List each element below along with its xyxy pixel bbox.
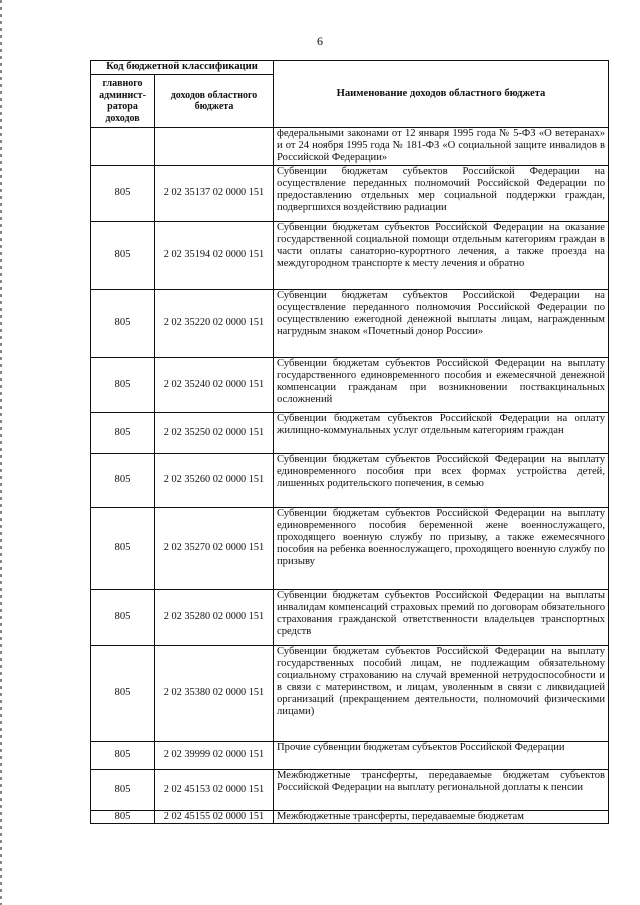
- table-row: [91, 128, 609, 166]
- income-code-cell: 2 02 45153 02 0000 151: [155, 770, 274, 811]
- income-name-cell: федеральными законами от 12 января 1995 года № 5-ФЗ «О ветеранах» и от 24 ноября 1995 года № 181-ФЗ «О социальной защите инвалидов в Российской Федерации»: [274, 128, 609, 166]
- table-row: [91, 358, 609, 413]
- header-income-code: доходов областного бюджета: [155, 75, 274, 128]
- income-name-cell: Субвенции бюджетам субъектов Российской Федерации на выплату государственного единовременного пособия и ежемесячной денежной компенсации гражданам при возникновении поствакцинальных осложнений: [274, 358, 609, 413]
- admin-code-cell: 805: [91, 646, 155, 742]
- admin-code-cell: 805: [91, 770, 155, 811]
- income-name-cell: Субвенции бюджетам субъектов Российской Федерации на выплату единовременного пособия беременной жене военнослужащего, проходящего военную службу по призыву, а также ежемесячного пособия на ребенка военнослужащего, проходящего военную службу по призыву: [274, 508, 609, 590]
- income-code-cell: 2 02 35137 02 0000 151: [155, 166, 274, 222]
- table-row: [91, 454, 609, 508]
- income-name-cell: Субвенции бюджетам субъектов Российской Федерации на осуществление переданных полномочий Российской Федерации по предоставлению отдельных мер социальной поддержки граждан, подвергшихся воздействию радиации: [274, 166, 609, 222]
- income-code-cell: 2 02 35250 02 0000 151: [155, 413, 274, 454]
- table-row: [91, 742, 609, 770]
- income-code-cell: 2 02 35280 02 0000 151: [155, 590, 274, 646]
- income-name-cell: Субвенции бюджетам субъектов Российской Федерации на выплату государственных пособий лицам, не подлежащим обязательному социальному страхованию на случай временной нетрудоспособности и в связи с материнством, и лицам, уволенным в связи с ликвидацией организаций (прекращением деятельности, полномочий физическими лицами): [274, 646, 609, 742]
- admin-code-cell: 805: [91, 358, 155, 413]
- income-name-cell: Межбюджетные трансферты, передаваемые бюджетам: [274, 811, 609, 824]
- table-row: [91, 646, 609, 742]
- income-code-cell: [155, 128, 274, 166]
- income-code-cell: 2 02 35220 02 0000 151: [155, 290, 274, 358]
- admin-code-cell: 805: [91, 413, 155, 454]
- income-code-cell: 2 02 35380 02 0000 151: [155, 646, 274, 742]
- income-code-cell: 2 02 35194 02 0000 151: [155, 222, 274, 290]
- income-code-cell: 2 02 45155 02 0000 151: [155, 811, 274, 824]
- income-name-cell: Субвенции бюджетам субъектов Российской Федерации на осуществление переданного полномочия Российской Федерации по осуществлению ежегодной денежной выплаты лицам, награжденным нагрудным знаком «Почетный донор России»: [274, 290, 609, 358]
- header-classification-code: Код бюджетной классификации: [91, 61, 274, 75]
- income-code-cell: 2 02 35260 02 0000 151: [155, 454, 274, 508]
- admin-code-cell: 805: [91, 454, 155, 508]
- income-name-cell: Субвенции бюджетам субъектов Российской Федерации на выплаты инвалидам компенсаций страховых премий по договорам обязательного страхования гражданской ответственности владельцев транспортных средств: [274, 590, 609, 646]
- table-row: [91, 290, 609, 358]
- income-code-cell: 2 02 39999 02 0000 151: [155, 742, 274, 770]
- budget-classification-table: [90, 60, 609, 824]
- table-header: [91, 61, 609, 128]
- income-code-cell: 2 02 35240 02 0000 151: [155, 358, 274, 413]
- income-code-cell: 2 02 35270 02 0000 151: [155, 508, 274, 590]
- income-name-cell: Межбюджетные трансферты, передаваемые бюджетам субъектов Российской Федерации на выплату региональной доплаты к пенсии: [274, 770, 609, 811]
- income-name-cell: Субвенции бюджетам субъектов Российской Федерации на оказание государственной социальной помощи отдельным категориям граждан в части оплаты санаторно-курортного лечения, а также проезда на междугородном транспорте к месту лечения и обратно: [274, 222, 609, 290]
- table-row: [91, 222, 609, 290]
- table-row: [91, 770, 609, 811]
- admin-code-cell: 805: [91, 811, 155, 824]
- income-name-cell: Субвенции бюджетам субъектов Российской Федерации на выплату единовременного пособия при всех формах устройства детей, лишенных родительского попечения, в семью: [274, 454, 609, 508]
- page-number: 6: [317, 34, 323, 48]
- income-name-cell: Субвенции бюджетам субъектов Российской Федерации на оплату жилищно-коммунальных услуг отдельным категориям граждан: [274, 413, 609, 454]
- admin-code-cell: 805: [91, 590, 155, 646]
- table-row: [91, 811, 609, 824]
- admin-code-cell: 805: [91, 166, 155, 222]
- table-body: [91, 128, 609, 824]
- table-row: [91, 590, 609, 646]
- admin-code-cell: 805: [91, 742, 155, 770]
- admin-code-cell: 805: [91, 508, 155, 590]
- admin-code-cell: 805: [91, 222, 155, 290]
- admin-code-cell: 805: [91, 290, 155, 358]
- header-income-name: Наименование доходов областного бюджета: [274, 61, 609, 128]
- table-row: [91, 413, 609, 454]
- header-admin: главного админист-ратора доходов: [91, 75, 155, 128]
- table-row: [91, 508, 609, 590]
- admin-code-cell: [91, 128, 155, 166]
- income-name-cell: Прочие субвенции бюджетам субъектов Российской Федерации: [274, 742, 609, 770]
- scan-edge-marks: [0, 0, 2, 905]
- table-row: [91, 166, 609, 222]
